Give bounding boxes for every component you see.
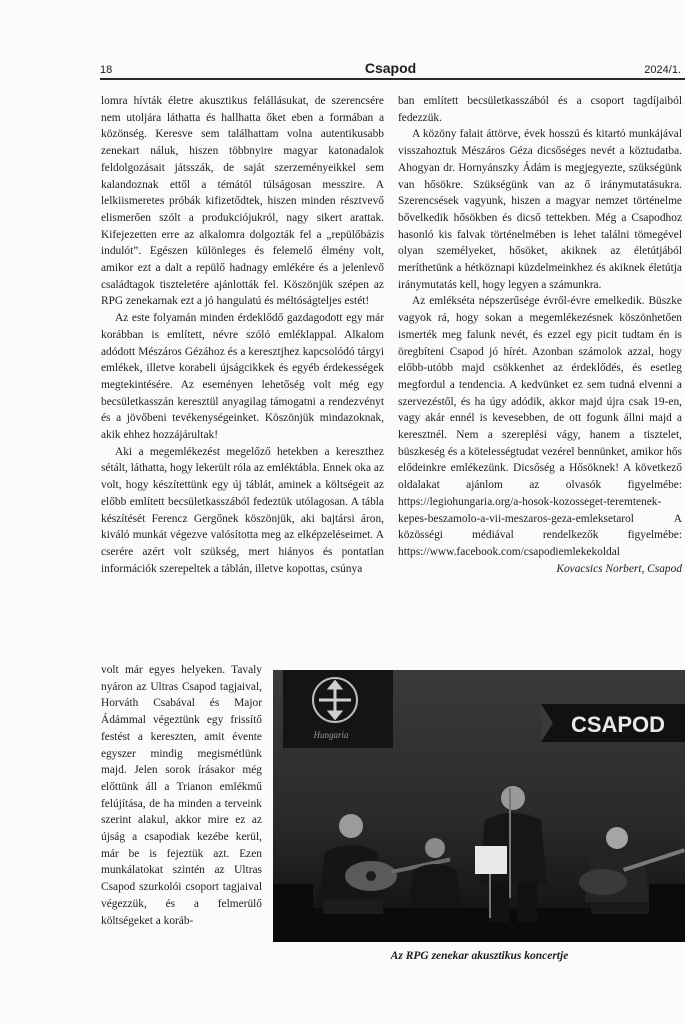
narrow-column [101, 662, 262, 929]
author-signature: Kovacsics Norbert, Csapod [556, 562, 682, 575]
right-column [398, 93, 682, 577]
paragraph: lomra hívták életre akusztikus felállásukat, de szerencsére nem utoljára láthatta és hallhatta őket eben a formában a közönség. Keresve sem találhattam volna autentikusabb zenekart náluk, hiszen többnyire magyar katonadalok feldolgozásait játsszák, de saját szerzeményeikkel sem kalandoznak ettől a témától túlságosan messzire. A lelkiismeretes próbák kifizetődtek, hiszen minden résztvevő elismerően szólt a produkciójukról, nagy sikert arattak. Kifejezetten erre az alkalomra dolgozták fel a „repülőbázis indulót”. Egészen különleges és felemelő élmény volt, amikor ezt a dalt a repülő hadnagy emlékére és a jelenlevő családtagok tiszteletére ajánlották fel. Köszönjük szépen az RPG zenekarnak ezt a jó hangulatú és méltóságteljes estét! [101, 95, 384, 308]
paragraph: A közöny falait áttörve, évek hosszú és kitartó munkájával visszahoztuk Mészáros Géza dicsőséges nevét a köztudatba. Ahogyan dr. Hornyánszky Ádám is megjegyezte, szükségünk van hősökre. Szükségünk van az ő iránymutatásukra. Szerencsések vagyunk, hiszen a magyar nemzet történelme bővelkedik hősökben és dicső tettekben. Még a Csapodhoz hasonló kis falvak történelmében is lehet találni tömegével olyan személyeket, hősöket, akiknek az életútjából meríthetünk a hétköznapi küzdelmeinkhez és akiknek életútja iránymutatás kell, hogy legyen a számunkra. [398, 128, 682, 291]
photo-caption: Az RPG zenekar akusztikus koncertje [390, 950, 569, 962]
flag-text: Hungaria [313, 730, 349, 740]
publication-title: Csapod [364, 60, 417, 76]
page-number: 18 [100, 64, 113, 76]
concert-photo [273, 670, 685, 942]
header-rule [100, 78, 685, 80]
left-column [101, 93, 384, 577]
paragraph: Az este folyamán minden érdeklődő gazdagodott egy már korábban is említett, névre szóló emléklappal. Alkalom adódott Mészáros Gézához és a keresztjhez kapcsolódó tárgyi emlékek, illetve korabeli újságcikkek és egyéb érdekességek megtekintésére. Az eseményen lehetőség volt még egy becsületkasszán keresztül anyagilag támogatni a rendezvényt és a jövőbeni tevékenységeinket. Köszönjük mindazoknak, akik ehhez hozzájárultak! [101, 312, 384, 442]
paragraph: volt már egyes helyeken. Tavaly nyáron az Ultras Csapod tagjaival, Horváth Csabával és Major Ádámmal végeztünk egy frissítő festést a kereszten, amit évente egyszer mindig megismétlünk majd. Jelen sorok írásakor még előttünk áll a Trianon emlékmű felújítása, de ha minden a terveink szerint alakul, akkor mire ez az újság a csapodiak kezébe kerül, már be is fejeztük azt. Ezen munkálatokat szintén az Ultras Csapod szurkolói csoport tagjaival végezzük, és a felmerülő költségeket a koráb- [101, 664, 262, 927]
issue-number: 2024/1. [644, 64, 681, 76]
page-header [100, 60, 681, 78]
paragraph: Aki a megemlékezést megelőző hetekben a kereszthez sétált, láthatta, hogy lekerült róla az emléktábla. Ennek oka az volt, hogy készítettünk egy új táblát, aminek a költségeit az előbb említett becsületkasszából fedeztük utólagosan. A tábla készítését Ferencz Gergőnek köszönjük, aki bajtársi áron, kiváló munkát végezve valósította meg az elképzeléseimet. A cserére azért volt szükség, mert hiányos és pontatlan információk szerepeltek a táblán, illetve kopottas, csúnya [101, 445, 384, 575]
banner-text: CSAPOD [570, 712, 666, 737]
concert-photo-illustration [273, 670, 685, 942]
paragraph: ban említett becsületkasszából és a csoport tagdíjaiból fedezzük. [398, 95, 682, 124]
paragraph: Az emlékséta népszerűsége évről-évre emelkedik. Büszke vagyok rá, hogy sokan a megemlékezésnek köszönhetően ismerték meg falunk nevét, és ezzel egy picit tudtam én is öregbíteni Csapod jó hírét. Azonban számolok azzal, hogy előbb-utóbb majd csökkenhet az érdeklődés, és esetleg megfordul a tendencia. A kedvünket ez sem tudná elvenni a szervezéstől, és ha úgy adódik, akkor majd újra csak 19-en, vagy akár ennél is kevesebben, de ott fogunk állni majd a keresztnél. Nem a szereplési vágy, hanem a tisztelet, büszkeség és a kötelességtudat vezérel bennünket, amikor hős elődeinkre emlékezünk. Dicsőség a Hősöknek! A következő oldalakat ajánlom az olvasók figyelmébe: https://legiohungaria.org/a-hosok-kozosseget-teremtenek-kepes-beszamolo-a-vii-meszaros-geza-emleksetarol A közösségi médiával rendelkezők figyelmébe: https://www.facebook.com/csapodiemlekekoldal [398, 295, 682, 558]
